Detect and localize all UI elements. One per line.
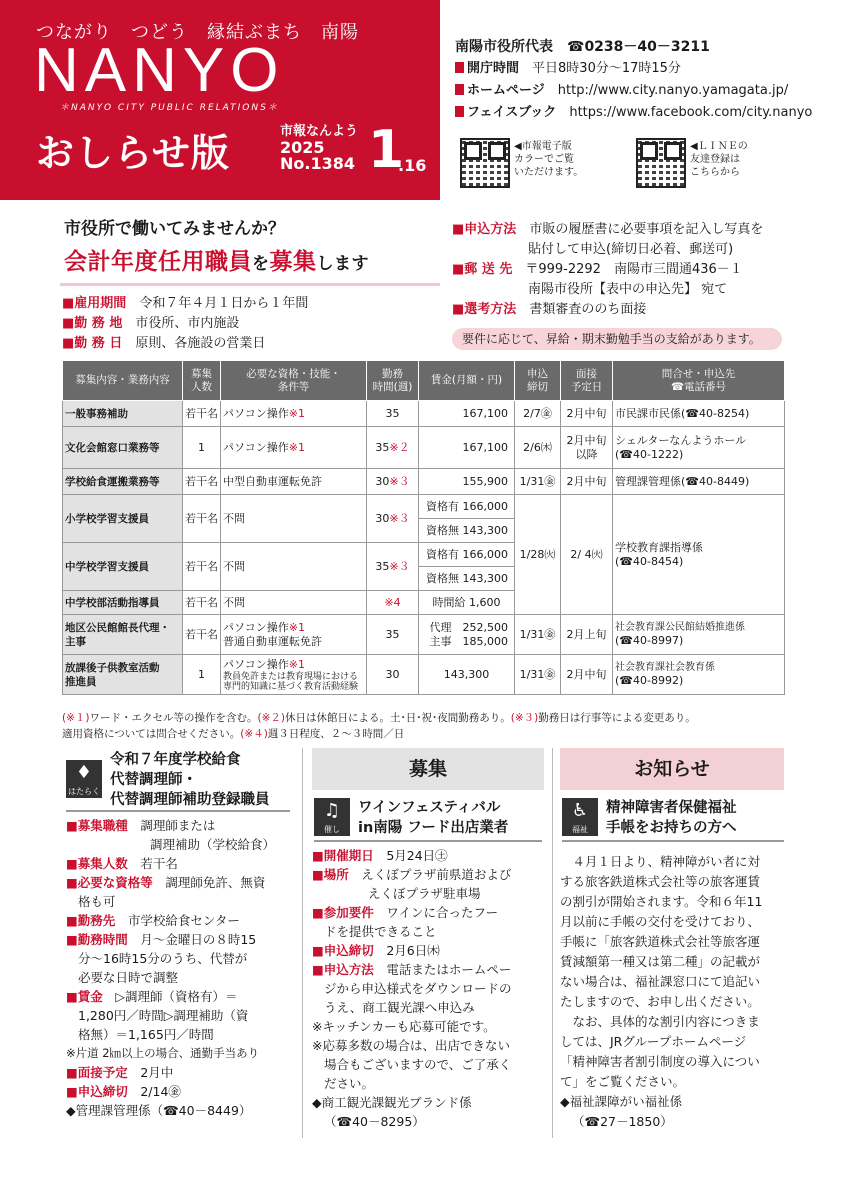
col3-header <box>562 798 784 842</box>
qr-code-icon[interactable] <box>636 138 686 188</box>
col2-badge: ♫ 催し <box>314 798 350 836</box>
table-row: 中学校部活動指導員 若干名 不問 ※4 時間給 1,600 <box>63 591 785 615</box>
publication-year: 2025 <box>280 138 325 157</box>
logo-subtitle: ＊NANYO CITY PUBLIC RELATIONS＊ <box>60 103 279 113</box>
homepage[interactable]: ホームページ http://www.city.nanyo.yamagata.jp/ <box>455 80 835 102</box>
table-row: 学校給食運搬業務等 若干名 中型自動車運転免許 30※３ 155,900 1/31㊎ 2月中旬 管理課管理係(☎40-8449) <box>63 469 785 495</box>
recruit-application: ■申込方法 市販の履歴書に必要事項を記入し写真を 貼付して申込(締切日必着、郵送可) ■郵 送 先 〒999-2292 南陽市三間通436－１ 南陽市役所【表中の申込先】 宛て ■選考方法 書類審査ののち面接 <box>452 222 764 317</box>
col1-title: 令和７年度学校給食 代替調理師・ 代替調理師補助登録職員 <box>110 752 270 808</box>
col2-items: ■開催期日 5月24日㊏ ■場所 えくぼプラザ前県道および えくぼプラザ駐車場 ■参加要件 ワインに合ったフー ドを提供できること ■申込締切 2月6日㈭ ■申込方法 電話またはホームペー ジから申込様式をダウンロードの うえ、商工観光課へ申込み ※キッチンカーも応募可能です。 ※応募多数の場合は、出店できない 場合もございますので、ご了承く ださい。 ◆商工観光課観光ブランド係 （☎40－8295） <box>312 848 512 1129</box>
recruit-conditions: ■雇用期間 令和７年４月１日から１年間 ■勤 務 地 市役所、市内施設 ■勤 務 日 原則、各施設の営業日 <box>62 296 309 351</box>
table-row: 放課後子供教室活動 推進員 1 パソコン操作※1 教員免許または教育現場における 専門的知識に基づく教育活動経験 30 143,300 1/31㊎ 2月中旬 社会教育課社会教育係 (☎40-8992) <box>63 655 785 695</box>
table-header-row: 募集内容・業務内容 募集 人数 必要な資格・技能・ 条件等 勤務 時間(週) 賃金(月額・円) 申込 締切 面接 予定日 問合せ・申込先 ☎電話番号 <box>63 361 785 401</box>
qr-code-icon[interactable] <box>460 138 510 188</box>
table-row: 資格無 143,300 <box>63 567 785 591</box>
recruit-subtitle: 市役所で働いてみませんか？ <box>64 219 285 239</box>
recruit-heading <box>64 214 369 276</box>
column-divider <box>302 748 303 1138</box>
col3-body: ４月１日より、精神障がい者に対 する旅客鉄道株式会社等の旅客運賃 の割引が開始されます。令和６年11 月以前に手帳の交付を受けており、 手帳に「旅客鉄道株式会社等旅客運 賃減額第一種又は第二種」の記載が ない場合は、福祉課窓口にて追記い たしますので、お申し出ください。 なお、具体的な割引内容につきま しては、JRグループホームページ 「精神障害者割引制度の導入につい て」をご覧ください。 ◆福祉課障がい福祉係 （☎27－1850） <box>560 854 763 1129</box>
music-note-icon: ♫ <box>323 800 341 821</box>
contact-block <box>455 36 835 124</box>
recruit-title: 会計年度任用職員を募集します <box>64 249 369 275</box>
qr2-note: ◀ＬＩＮＥの 友達登録は こちらから <box>690 141 748 178</box>
table-row: 中学校学習支援員 若干名 不問 35※３ 資格有 166,000 <box>63 543 785 567</box>
issue-month: 1 <box>368 120 405 180</box>
recruit-note: 要件に応じて、昇給・期末勤勉手当の支給があります。 <box>452 328 782 350</box>
issue-day: .16 <box>398 156 427 175</box>
col2-title: ワインフェスティバル in南陽 フード出店業者 <box>358 800 509 836</box>
facebook[interactable]: フェイスブック https://www.facebook.com/city.nanyo <box>455 102 835 124</box>
nanyo-logo: NANYO <box>34 36 285 105</box>
col3-title: 精神障害者保健福祉 手帳をお持ちの方へ <box>606 800 737 836</box>
edition-title: おしらせ版 <box>36 131 230 175</box>
col3-head: お知らせ <box>560 748 784 790</box>
table-row: 小学校学習支援員 若干名 不問 30※３ 資格有 166,000 1/28㈫ 2/ 4㈫ 学校教育課指導係 (☎40-8454) <box>63 495 785 519</box>
col3-badge: ♿ 福祉 <box>562 798 598 836</box>
table-row: 一般事務補助 若干名 パソコン操作※1 35 167,100 2/7㊎ 2月中旬 市民課市民係(☎40-8254) <box>63 401 785 427</box>
divider <box>60 283 440 286</box>
table-row: 地区公民館館長代理・ 主事 若干名 パソコン操作※1 普通自動車運転免許 35 代理 252,500 主事 185,000 1/31㊎ 2月上旬 社会教育課公民館結婚推進係 (☎40-8997) <box>63 615 785 655</box>
qr1-note: ◀市報電子版 カラーでご覧 いただけます。 <box>514 141 584 178</box>
wheelchair-icon: ♿ <box>571 800 589 821</box>
slogan: つながり つどう 縁結ぶまち 南陽 <box>36 22 359 43</box>
office-hours: 開庁時間 平日8時30分～17時15分 <box>455 58 835 80</box>
publication-info <box>280 124 358 172</box>
publication-name: 市報なんよう <box>280 124 359 139</box>
col1-header <box>66 748 290 812</box>
necktie-icon: ♦ <box>75 762 93 783</box>
city-hall-phone: 南陽市役所代表 ☎0238－40－3211 <box>455 39 710 55</box>
table-notes: (※１)ワード・エクセル等の操作を含む。(※２)休日は休館日による。土･日･祝･夜間勤務あり。(※３)勤務日は行事等による変更あり。 適用資格については問合せください。(※４)週３日程度、２～３時間／日 <box>62 712 696 740</box>
column-divider <box>552 748 553 1138</box>
col2-head: 募集 <box>312 748 544 790</box>
col1-items: ■募集職種 調理師または 調理補助（学校給食） ■募集人数 若干名 ■必要な資格等 調理師免許、無資 格も可 ■勤務先 市学校給食センター ■勤務時間 月～金曜日の８時15 分～16時15分のうち、代替が 必要な日時で調整 ■賃金 ▷調理師（資格有）＝ 1,280円／時間▷調理補助（資 格無）＝1,165円／時間 ※片道 2㎞以上の場合、通勤手当あり ■面接予定 2月中 ■申込締切 2/14㊎ ◆管理課管理係（☎40－8449） <box>66 818 276 1118</box>
table-row: 資格無 143,300 <box>63 519 785 543</box>
issue-number: No.1384 <box>280 154 355 173</box>
col1-badge: ♦ はたらく <box>68 762 100 796</box>
masthead <box>0 0 440 200</box>
col2-header <box>314 798 542 842</box>
table-row: 文化会館窓口業務等 1 パソコン操作※1 35※２ 167,100 2/6㈭ 2月中旬 以降 シェルターなんようホール (☎40-1222) <box>63 427 785 469</box>
jobs-table <box>62 360 785 695</box>
